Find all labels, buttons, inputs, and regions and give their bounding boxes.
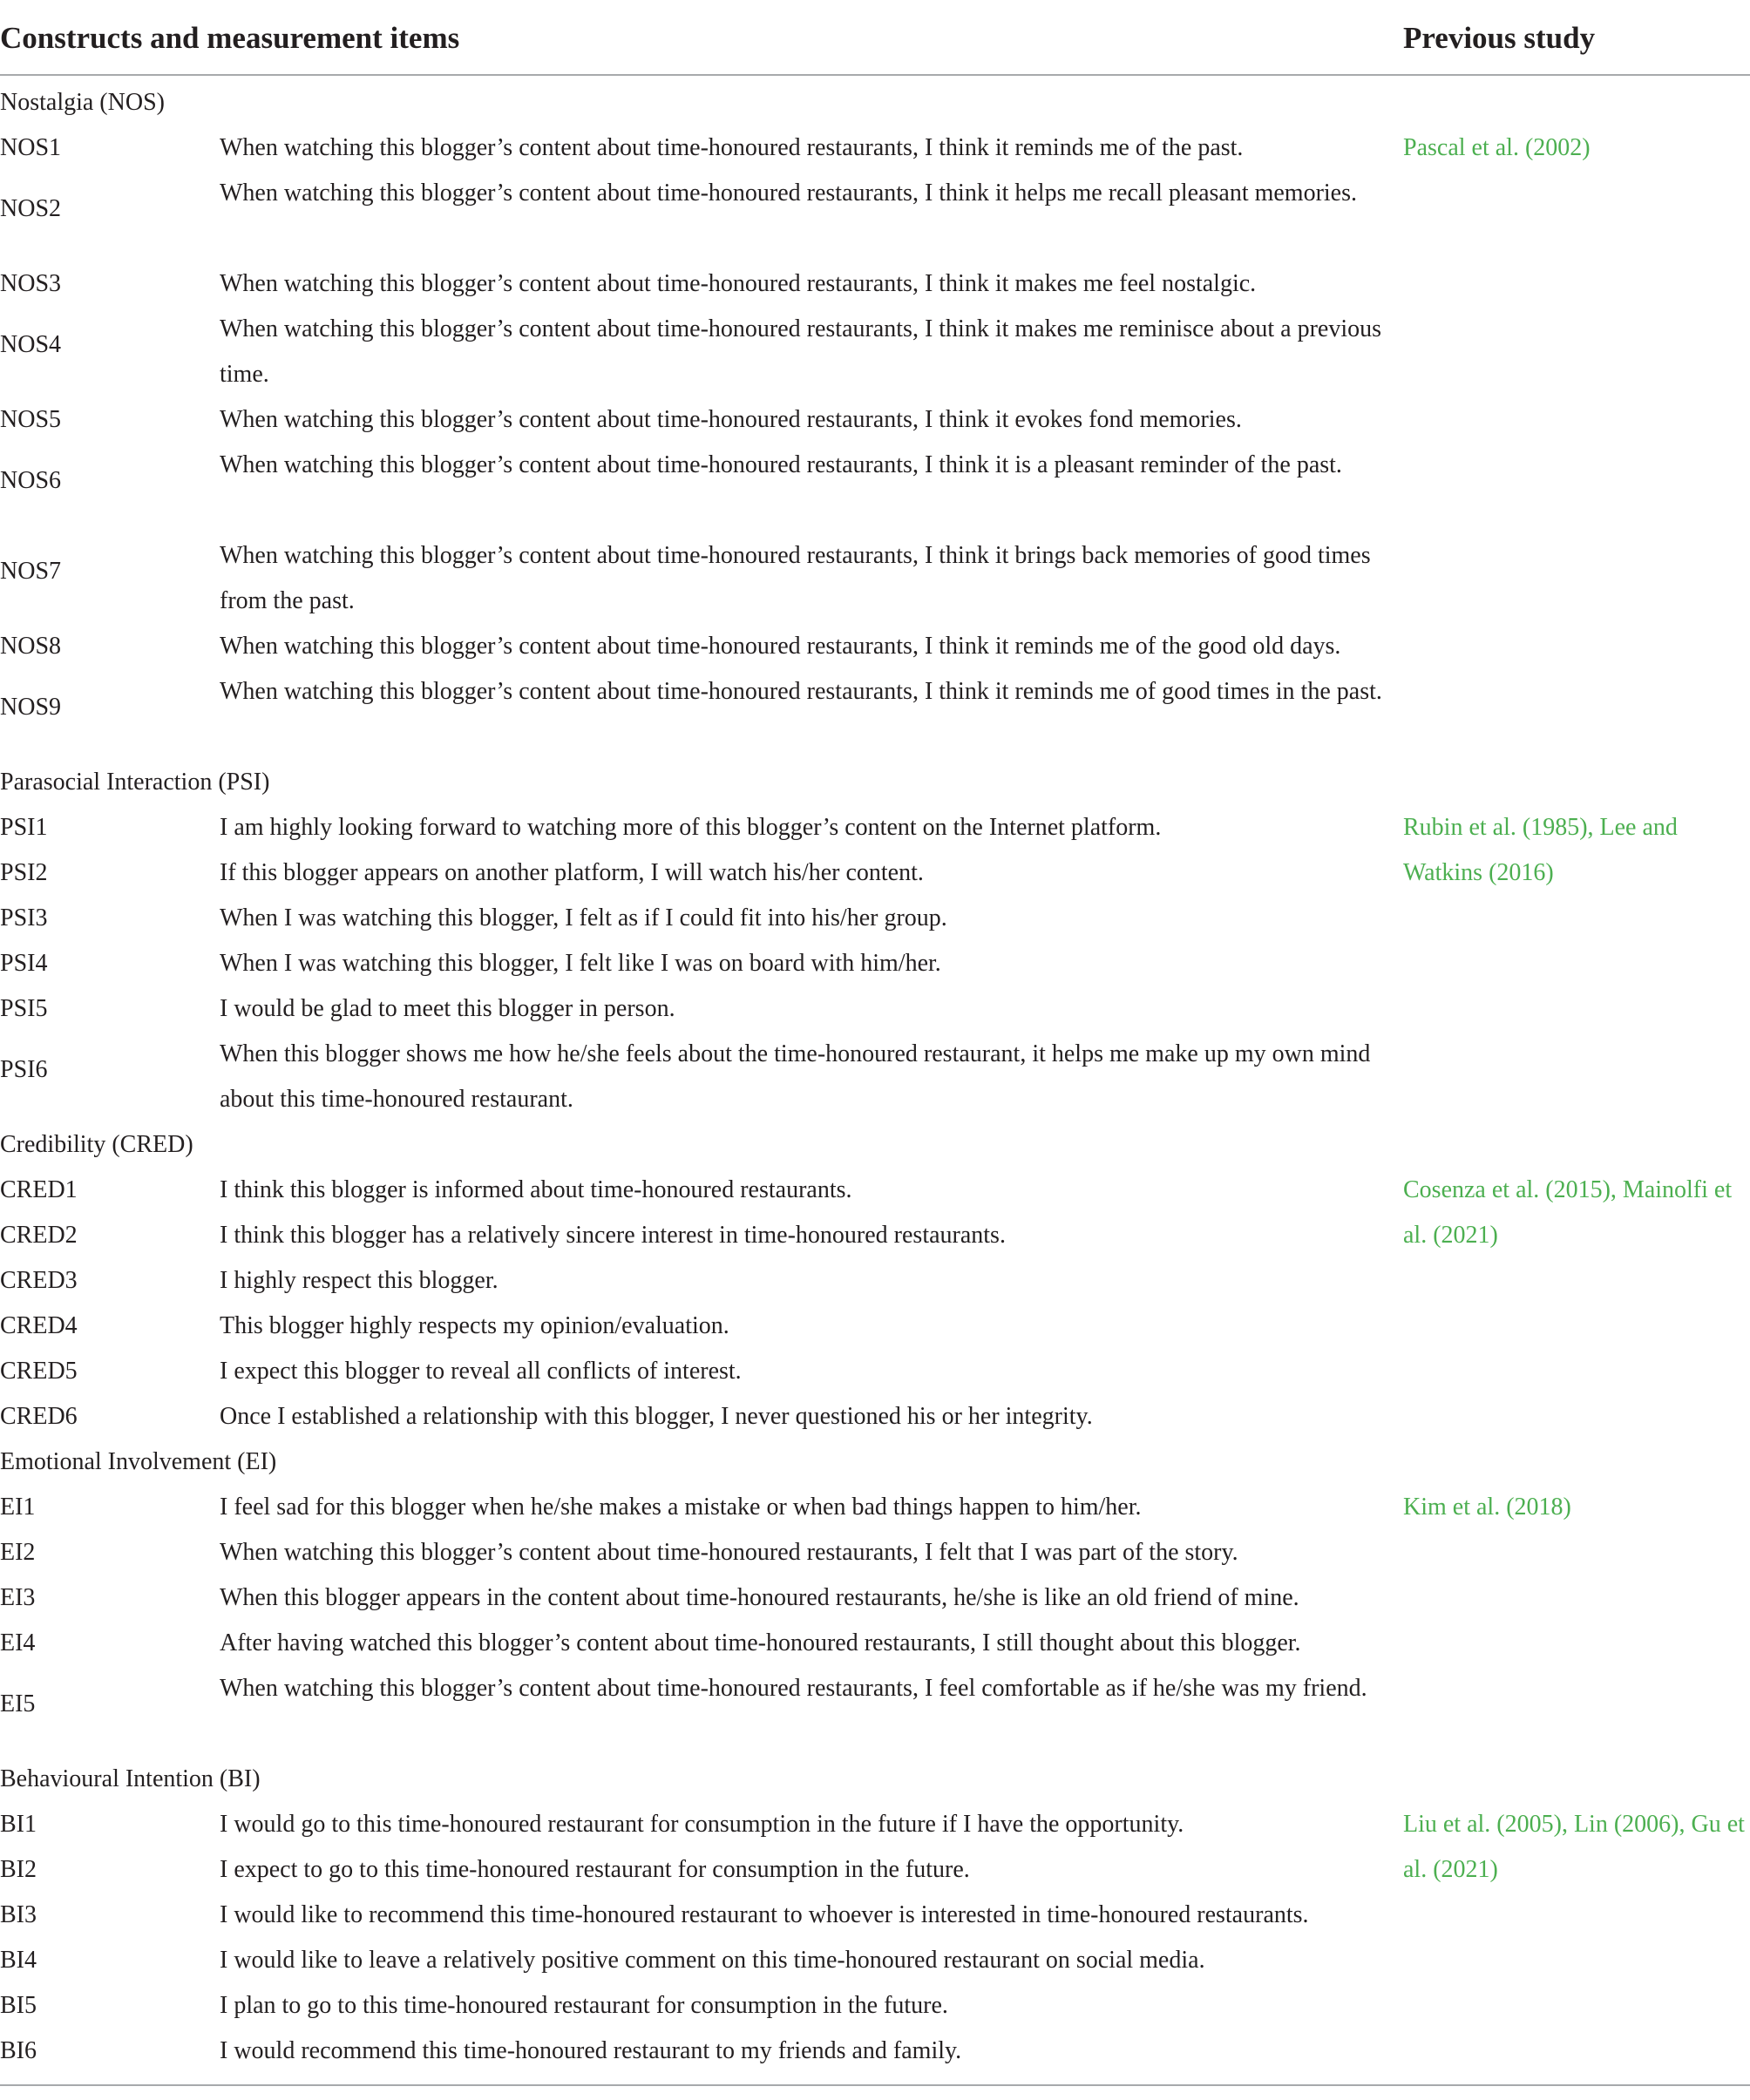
item-text: When I was watching this blogger, I felt as if I could fit into his/her group. bbox=[220, 904, 947, 931]
item-text: I would be glad to meet this blogger in person. bbox=[220, 995, 675, 1022]
item-code: PSI5 bbox=[0, 995, 48, 1022]
column-header-items: Constructs and measurement items bbox=[0, 21, 460, 55]
table-row bbox=[0, 1349, 1750, 1394]
item-code: PSI1 bbox=[0, 814, 48, 841]
item-code: PSI2 bbox=[0, 859, 48, 886]
construct-label: Nostalgia (NOS) bbox=[0, 89, 165, 116]
table-row bbox=[0, 896, 1750, 941]
previous-study-link[interactable]: Rubin et al. (1985), Lee and Watkins (2016) bbox=[1403, 814, 1678, 886]
table-row bbox=[0, 2029, 1750, 2074]
item-code: NOS7 bbox=[0, 558, 62, 585]
item-text: This blogger highly respects my opinion/evaluation. bbox=[220, 1312, 729, 1339]
construct-row bbox=[0, 1440, 1750, 1485]
table-row bbox=[0, 443, 1750, 533]
item-text: When this blogger shows me how he/she feels about the time-honoured restaurant, it helps me make up my own mind about this time-honoured restaurant. bbox=[220, 1040, 1371, 1113]
item-text: When watching this blogger’s content about time-honoured restaurants, I think it helps me recall pleasant memories. bbox=[220, 180, 1358, 207]
table-row bbox=[0, 1938, 1750, 1983]
table-row bbox=[0, 1621, 1750, 1666]
construct-row bbox=[0, 80, 1750, 125]
item-text: I would like to recommend this time-honoured restaurant to whoever is interested in time-honoured restaurants. bbox=[220, 1901, 1309, 1928]
table-row bbox=[0, 669, 1750, 760]
item-text: When this blogger appears in the content about time-honoured restaurants, he/she is like an old friend of mine. bbox=[220, 1584, 1299, 1611]
item-code: NOS1 bbox=[0, 134, 62, 161]
column-header-study: Previous study bbox=[1403, 21, 1596, 55]
item-text: I highly respect this blogger. bbox=[220, 1267, 499, 1294]
item-code: BI5 bbox=[0, 1992, 37, 2019]
item-code: CRED1 bbox=[0, 1176, 78, 1203]
table-row bbox=[0, 941, 1750, 986]
item-text: I would like to leave a relatively positive comment on this time-honoured restaurant on social media. bbox=[220, 1947, 1205, 1974]
table-row bbox=[0, 1575, 1750, 1621]
item-code: PSI3 bbox=[0, 904, 48, 931]
item-text: When watching this blogger’s content about time-honoured restaurants, I think it makes me feel nostalgic. bbox=[220, 270, 1257, 297]
item-code: BI4 bbox=[0, 1947, 37, 1974]
item-code: EI1 bbox=[0, 1494, 36, 1521]
item-code: CRED6 bbox=[0, 1403, 78, 1430]
table-row bbox=[0, 986, 1750, 1032]
item-text: When watching this blogger’s content about time-honoured restaurants, I felt that I was part of the story. bbox=[220, 1539, 1238, 1566]
construct-row bbox=[0, 760, 1750, 805]
table-row bbox=[0, 1213, 1750, 1258]
table-header bbox=[0, 0, 1750, 76]
item-text: When watching this blogger’s content about time-honoured restaurants, I think it brings back memories of good times from the past. bbox=[220, 542, 1371, 614]
table-row bbox=[0, 624, 1750, 669]
item-text: I expect to go to this time-honoured restaurant for consumption in the future. bbox=[220, 1856, 970, 1883]
table-row bbox=[0, 850, 1750, 896]
previous-study-link[interactable]: Liu et al. (2005), Lin (2006), Gu et al. (2021) bbox=[1403, 1811, 1745, 1883]
item-text: I think this blogger has a relatively sincere interest in time-honoured restaurants. bbox=[220, 1222, 1006, 1249]
item-code: EI3 bbox=[0, 1584, 36, 1611]
item-code: NOS5 bbox=[0, 406, 62, 433]
item-text: When I was watching this blogger, I felt like I was on board with him/her. bbox=[220, 950, 941, 977]
item-text: When watching this blogger’s content about time-honoured restaurants, I think it is a pleasant reminder of the past. bbox=[220, 451, 1342, 478]
item-text: I would recommend this time-honoured restaurant to my friends and family. bbox=[220, 2037, 962, 2064]
item-text: I am highly looking forward to watching more of this blogger’s content on the Internet platform. bbox=[220, 814, 1162, 841]
table-row bbox=[0, 261, 1750, 307]
item-code: EI4 bbox=[0, 1629, 36, 1656]
item-code: BI2 bbox=[0, 1856, 37, 1883]
table-row bbox=[0, 1485, 1750, 1530]
item-text: If this blogger appears on another platform, I will watch his/her content. bbox=[220, 859, 924, 886]
item-text: After having watched this blogger’s content about time-honoured restaurants, I still thought about this blogger. bbox=[220, 1629, 1301, 1656]
table-row bbox=[0, 1530, 1750, 1575]
item-code: CRED3 bbox=[0, 1267, 78, 1294]
item-text: When watching this blogger’s content about time-honoured restaurants, I think it reminds me of the good old days. bbox=[220, 633, 1341, 660]
previous-study-link[interactable]: Pascal et al. (2002) bbox=[1403, 134, 1591, 161]
construct-label: Emotional Involvement (EI) bbox=[0, 1448, 277, 1475]
item-code: PSI6 bbox=[0, 1056, 48, 1083]
item-text: I plan to go to this time-honoured restaurant for consumption in the future. bbox=[220, 1992, 948, 2019]
item-text: I think this blogger is informed about time-honoured restaurants. bbox=[220, 1176, 852, 1203]
table-row bbox=[0, 1847, 1750, 1893]
item-code: CRED2 bbox=[0, 1222, 78, 1249]
table-row bbox=[0, 125, 1750, 171]
table-row bbox=[0, 1666, 1750, 1757]
item-code: PSI4 bbox=[0, 950, 48, 977]
construct-label: Credibility (CRED) bbox=[0, 1131, 193, 1158]
previous-study-link[interactable]: Cosenza et al. (2015), Mainolfi et al. (2021) bbox=[1403, 1176, 1733, 1249]
item-code: NOS8 bbox=[0, 633, 62, 660]
item-code: NOS3 bbox=[0, 270, 62, 297]
item-code: CRED5 bbox=[0, 1358, 78, 1385]
item-text: I expect this blogger to reveal all conflicts of interest. bbox=[220, 1358, 742, 1385]
item-text: I would go to this time-honoured restaurant for consumption in the future if I have the opportunity. bbox=[220, 1811, 1184, 1838]
table-row bbox=[0, 307, 1750, 397]
table-body bbox=[0, 76, 1750, 2074]
table-row bbox=[0, 533, 1750, 624]
item-text: When watching this blogger’s content about time-honoured restaurants, I think it reminds me of good times in the past. bbox=[220, 678, 1382, 705]
table-row bbox=[0, 1304, 1750, 1349]
table-row bbox=[0, 1983, 1750, 2029]
item-code: NOS6 bbox=[0, 467, 62, 494]
item-code: CRED4 bbox=[0, 1312, 78, 1339]
table-row bbox=[0, 1893, 1750, 1938]
construct-row bbox=[0, 1122, 1750, 1168]
item-text: When watching this blogger’s content about time-honoured restaurants, I feel comfortable as if he/she was my friend. bbox=[220, 1675, 1367, 1702]
construct-label: Parasocial Interaction (PSI) bbox=[0, 769, 270, 796]
previous-study-link[interactable]: Kim et al. (2018) bbox=[1403, 1494, 1571, 1521]
construct-row bbox=[0, 1757, 1750, 1802]
table-row bbox=[0, 171, 1750, 261]
table-row bbox=[0, 1258, 1750, 1304]
item-code: NOS4 bbox=[0, 331, 62, 358]
table-bottom-rule bbox=[0, 2084, 1750, 2086]
item-code: EI5 bbox=[0, 1690, 36, 1717]
item-code: NOS9 bbox=[0, 694, 62, 721]
item-text: Once I established a relationship with this blogger, I never questioned his or her integrity. bbox=[220, 1403, 1093, 1430]
table-row bbox=[0, 1032, 1750, 1122]
item-code: BI3 bbox=[0, 1901, 37, 1928]
construct-label: Behavioural Intention (BI) bbox=[0, 1765, 261, 1792]
item-text: When watching this blogger’s content about time-honoured restaurants, I think it evokes fond memories. bbox=[220, 406, 1242, 433]
item-code: NOS2 bbox=[0, 195, 62, 222]
item-code: EI2 bbox=[0, 1539, 36, 1566]
item-text: When watching this blogger’s content about time-honoured restaurants, I think it makes me reminisce about a previous time. bbox=[220, 315, 1382, 388]
table-row bbox=[0, 1394, 1750, 1440]
item-text: I feel sad for this blogger when he/she makes a mistake or when bad things happen to him/her. bbox=[220, 1494, 1142, 1521]
item-code: BI1 bbox=[0, 1811, 37, 1838]
item-text: When watching this blogger’s content about time-honoured restaurants, I think it reminds me of the past. bbox=[220, 134, 1244, 161]
table-row bbox=[0, 397, 1750, 443]
item-code: BI6 bbox=[0, 2037, 37, 2064]
